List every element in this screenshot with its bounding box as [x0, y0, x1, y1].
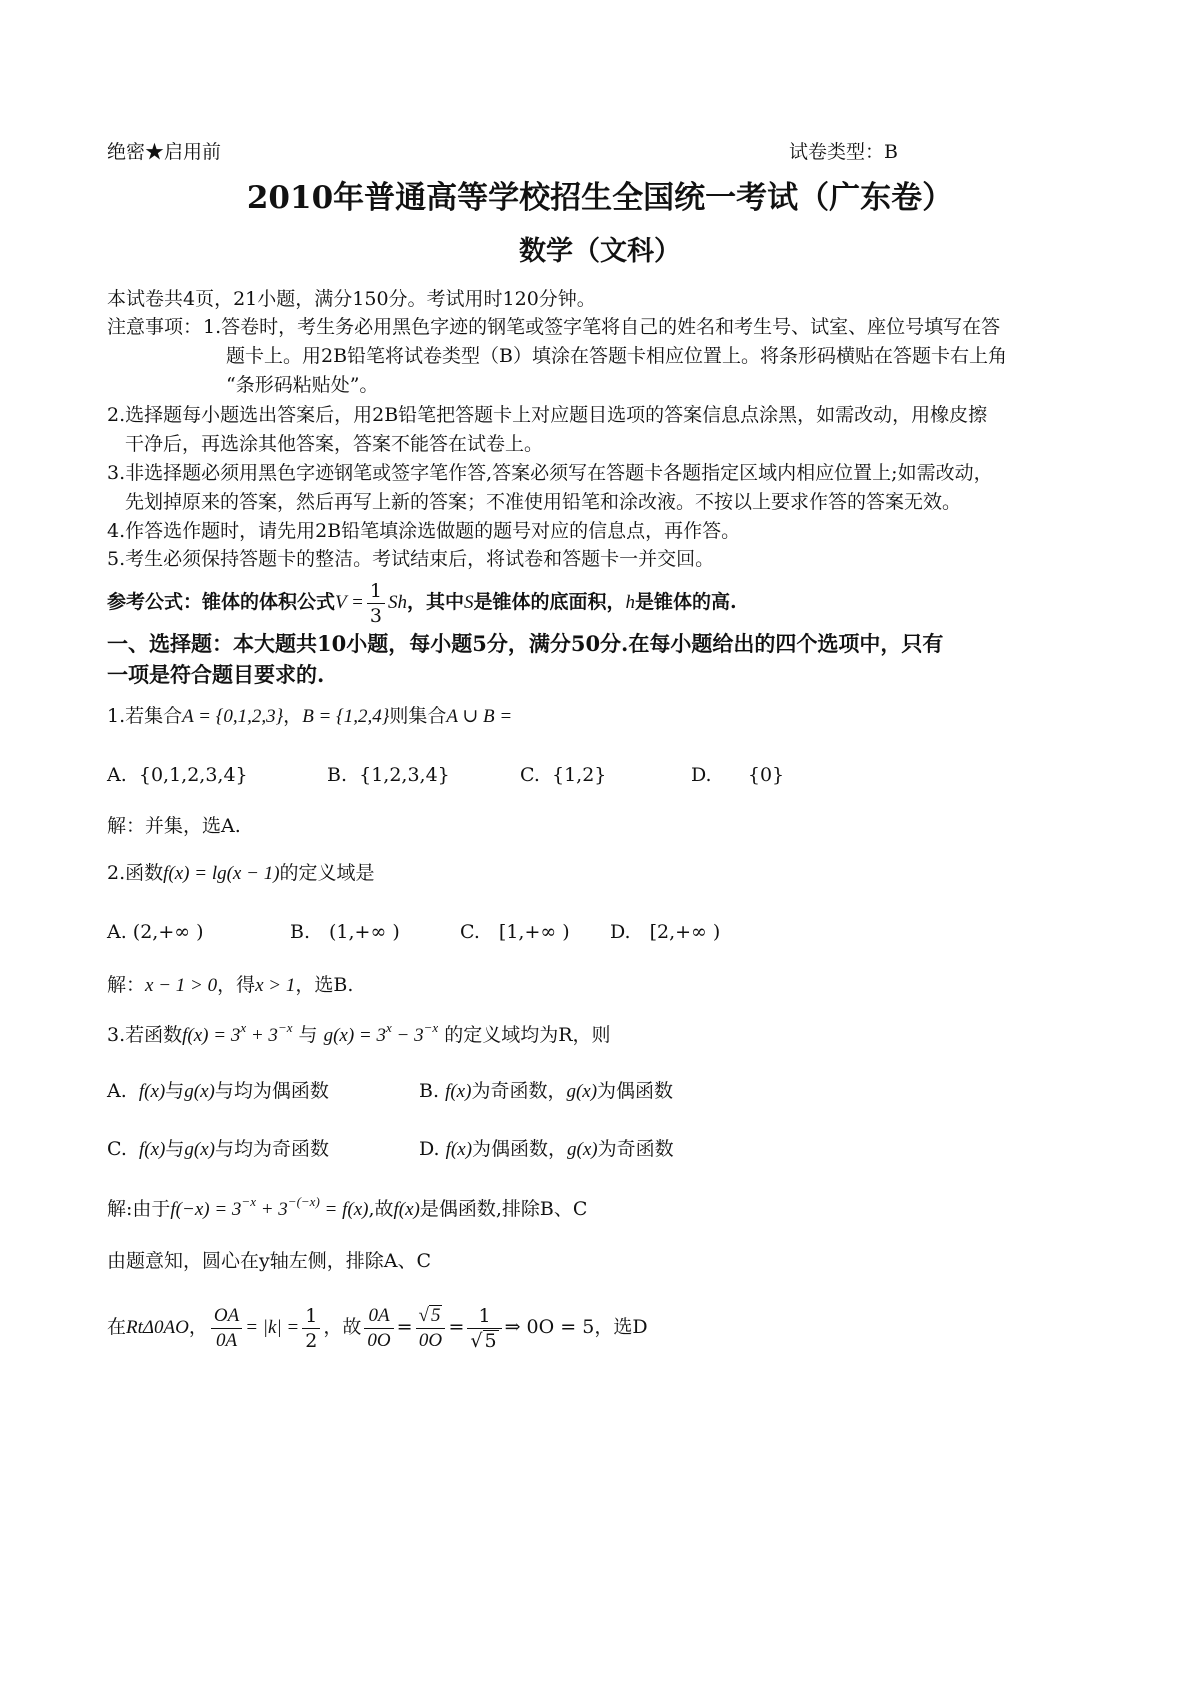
formula-lhs: V =	[335, 592, 364, 613]
note-5: 5.考生必须保持答题卡的整洁。考试结束后，将试卷和答题卡一并交回。	[107, 548, 715, 570]
q3-option-d-end: 为奇函数	[597, 1138, 674, 1160]
q3-line3-prefix: 在	[107, 1316, 127, 1338]
q3-option-d-g: g(x)	[567, 1139, 598, 1160]
q3-with: 与	[298, 1024, 318, 1046]
q3-line3-comma: ，	[188, 1316, 208, 1338]
q1-separator: ，	[283, 705, 303, 727]
intro-text: 本试卷共4页，21小题，满分150分。考试用时120分钟。	[107, 288, 596, 310]
q1-option-c-value: {1,2}	[552, 764, 607, 786]
q3-triangle: RtΔ0AO	[126, 1317, 189, 1338]
q3-sol-plus: + 3	[255, 1199, 288, 1220]
q1-set-a: A = {0,1,2,3}	[182, 706, 284, 727]
q1-option-d-value: {0}	[747, 764, 785, 786]
q3-option-d	[419, 1136, 674, 1163]
notes-label: 注意事项：	[107, 316, 203, 338]
q2-stem-suffix: 的定义域是	[279, 862, 375, 884]
q1-option-d-label: D.	[691, 764, 712, 786]
note-2-line-2: 干净后，再选涂其他答案，答案不能答在试卷上。	[125, 433, 544, 455]
formula-fraction	[367, 579, 385, 628]
q3-option-d-f: f(x)	[445, 1139, 473, 1160]
q3-option-a	[107, 1078, 329, 1105]
q2-sol-expr-1: x − 1 > 0	[145, 975, 218, 996]
q3-fraction-1-den: 0A	[216, 1329, 238, 1351]
q1-set-b: B = {1,2,4}	[302, 706, 390, 727]
q2-sol-prefix: 解：	[107, 974, 146, 996]
q3-f-exp-2: −x	[277, 1020, 293, 1035]
q3-solution-line-3: 在RtΔ0AO， $\frac{OA}{0A}$ = |k| = $\frac{1}{2}$ ，故 $\frac{0A}{0O}$ = $\frac{√ 5}{0O}$ = $\frac{1}{√ 5}$ ⇒ 0O = 5，选D	[107, 1304, 648, 1352]
q3-fraction-1-num: OA	[211, 1304, 242, 1329]
section-1-heading-line-2: 一项是符合题目要求的.	[107, 662, 325, 687]
q3-sol-exp-1: −x	[241, 1194, 256, 1209]
q3-stem-suffix: 的定义域均为R，则	[444, 1024, 611, 1046]
q3-option-c-mid: 与	[165, 1138, 185, 1160]
q3-sol-exp-2: −(−x)	[287, 1194, 320, 1209]
q1-stem-prefix: 1.若集合	[107, 705, 183, 727]
q3-fraction-3	[416, 1304, 446, 1353]
q2-option-d: D. [2,+∞ )	[610, 921, 721, 943]
exam-title: 2010年普通高等学校招生全国统一考试（广东卷）	[246, 180, 954, 216]
question-1-stem	[107, 703, 512, 730]
q3-fraction-4-den-wrap: √ 5	[470, 1329, 497, 1352]
q3-option-d-label: D.	[419, 1138, 440, 1160]
q3-fraction-2-den: 0O	[367, 1329, 391, 1351]
q3-fraction-1	[211, 1304, 242, 1353]
q3-option-b-mid: 为奇函数，	[471, 1080, 567, 1102]
q3-solution-line-1	[107, 1196, 587, 1223]
q3-f-plus: + 3	[246, 1025, 278, 1046]
q3-option-c	[107, 1136, 329, 1163]
formula-mid: ，其中	[406, 591, 464, 613]
note-2-line-1: 2.选择题每小题选出答案后，用2B铅笔把答题卡上对应题目选项的答案信息点涂黑，如需改动，用橡皮擦	[107, 404, 988, 426]
q1-option-b-label: B.	[327, 764, 348, 786]
q3-abs-k: = |k| =	[245, 1317, 300, 1338]
q3-f-definition	[182, 1020, 293, 1046]
q3-option-b-end: 为偶函数	[597, 1080, 674, 1102]
q3-g-exp-1: x	[386, 1020, 392, 1035]
note-1-line-3: “条形码粘贴处”。	[226, 374, 379, 396]
q3-option-b-g: g(x)	[566, 1081, 598, 1102]
note-3-line-1: 3.非选择题必须用黑色字迹钢笔或签字笔作答,答案必须写在答题卡各题指定区域内相应位置上;如需改动，	[107, 462, 993, 484]
q3-option-a-g: g(x)	[184, 1081, 215, 1102]
q3-option-c-g: g(x)	[184, 1139, 215, 1160]
formula-rhs: Sh	[387, 592, 407, 613]
q2-option-a: A. (2,+∞ )	[107, 921, 204, 943]
q1-option-c	[520, 762, 606, 788]
q3-sol-lhs: f(−x) = 3	[170, 1199, 242, 1220]
q3-fraction-3-num: 5	[430, 1304, 441, 1326]
question-3-stem	[107, 1022, 611, 1049]
formula-denominator: 3	[369, 604, 382, 627]
q3-fraction-4-den: 5	[484, 1329, 497, 1352]
q2-function: f(x) = lg(x − 1)	[163, 863, 280, 884]
q3-option-d-mid: 为偶函数，	[472, 1138, 568, 1160]
q3-option-c-label: C.	[107, 1138, 127, 1160]
q2-stem-prefix: 2.函数	[107, 862, 164, 884]
q3-option-c-f: f(x)	[139, 1139, 166, 1160]
q2-sol-mid: ，得	[217, 974, 256, 996]
q3-option-b-f: f(x)	[445, 1081, 472, 1102]
formula-h-var: h	[625, 592, 635, 613]
formula-numerator: 1	[367, 579, 385, 604]
formula-s-text: 是锥体的底面积，	[473, 591, 626, 613]
q3-fraction-2	[364, 1304, 393, 1353]
q3-sol-prefix: 解:由于	[107, 1198, 171, 1220]
formula-h-text: 是锥体的高.	[634, 591, 737, 613]
q2-option-b: B. (1,+∞ )	[290, 921, 400, 943]
reference-formula	[107, 578, 737, 628]
q3-sol-eq: = f(x)	[319, 1199, 369, 1220]
q3-g-exp-2: −x	[423, 1020, 439, 1035]
q1-union-expr: A ∪ B =	[446, 706, 513, 727]
paper-type-label: 试卷类型：B	[789, 141, 898, 163]
q1-option-b-value: {1,2,3,4}	[359, 764, 450, 786]
note-1-line-2: 题卡上。用2B铅笔将试卷类型（B）填涂在答题卡相应位置上。将条形码横贴在答题卡右上角	[226, 345, 1008, 367]
q3-option-a-f: f(x)	[138, 1081, 166, 1102]
q3-fraction-3-num-wrap: √ 5	[416, 1304, 446, 1329]
q3-half-den: 2	[305, 1329, 318, 1352]
note-4: 4.作答选作题时，请先用2B铅笔填涂选做题的题号对应的信息点，再作答。	[107, 520, 741, 542]
q3-fraction-2-num: 0A	[364, 1304, 393, 1329]
q3-option-b	[419, 1078, 673, 1105]
question-2-stem	[107, 860, 375, 887]
q3-stem-prefix: 3.若函数	[107, 1024, 183, 1046]
q1-option-a	[107, 762, 248, 788]
q3-option-a-mid: 与	[165, 1080, 185, 1102]
q3-so: ，故	[323, 1316, 362, 1338]
q3-option-c-end: 与均为奇函数	[214, 1138, 329, 1160]
q3-g-minus: − 3	[391, 1025, 424, 1046]
q3-sol-mid: ,故	[368, 1198, 394, 1220]
q3-half-num: 1	[302, 1304, 320, 1329]
q1-option-b	[327, 762, 450, 788]
note-1-line-1: 1.答卷时，考生务必用黑色字迹的钢笔或签字笔将自己的姓名和考生号、试室、座位号填写在答	[203, 316, 1001, 338]
q3-fraction-3-den: 0O	[418, 1329, 443, 1351]
q3-option-a-label: A.	[107, 1080, 127, 1102]
q3-implies: ⇒ 0O = 5	[504, 1316, 595, 1338]
classification-label: 绝密★启用前	[107, 141, 222, 163]
q3-sol-f: f(x)	[393, 1199, 420, 1220]
q3-option-a-end: 与均为偶函数	[214, 1080, 329, 1102]
q3-g-definition	[323, 1020, 439, 1046]
q1-option-a-value: {0,1,2,3,4}	[138, 764, 248, 786]
q3-g-base: g(x) = 3	[323, 1025, 387, 1046]
q3-half	[302, 1304, 320, 1353]
q3-fraction-4-num: 1	[467, 1304, 501, 1329]
q1-stem-mid: 则集合	[389, 705, 447, 727]
q2-option-c: C. [1,+∞ )	[460, 921, 570, 943]
section-1-heading-line-1: 一、选择题：本大题共10小题，每小题5分，满分50分.在每小题给出的四个选项中，只有	[107, 631, 944, 656]
subject-title: 数学（文科）	[519, 236, 681, 267]
q3-f-base: f(x) = 3	[182, 1025, 241, 1046]
q2-sol-expr-2: x > 1	[255, 975, 296, 996]
q3-option-b-label: B.	[419, 1080, 440, 1102]
q1-option-a-label: A.	[107, 764, 127, 786]
q1-solution: 解：并集，选A.	[107, 815, 241, 837]
note-3-line-2: 先划掉原来的答案，然后再写上新的答案；不准使用铅笔和涂改液。不按以上要求作答的答案无效。	[125, 491, 962, 513]
q1-option-c-label: C.	[520, 764, 540, 786]
formula-prefix: 参考公式：锥体的体积公式	[107, 591, 336, 613]
q1-option-d	[691, 762, 784, 788]
q2-sol-suffix: ，选B.	[295, 974, 354, 996]
q3-sol-suffix: 是偶函数,排除B、C	[419, 1198, 588, 1220]
q2-solution	[107, 972, 353, 999]
q3-f-exp-1: x	[240, 1020, 247, 1035]
q3-sol-expression	[170, 1194, 369, 1220]
q3-end: ，选D	[594, 1316, 648, 1338]
q3-solution-line-2: 由题意知，圆心在y轴左侧，排除A、C	[107, 1250, 431, 1272]
q3-fraction-4	[467, 1304, 501, 1353]
formula-s-var: S	[463, 592, 474, 613]
